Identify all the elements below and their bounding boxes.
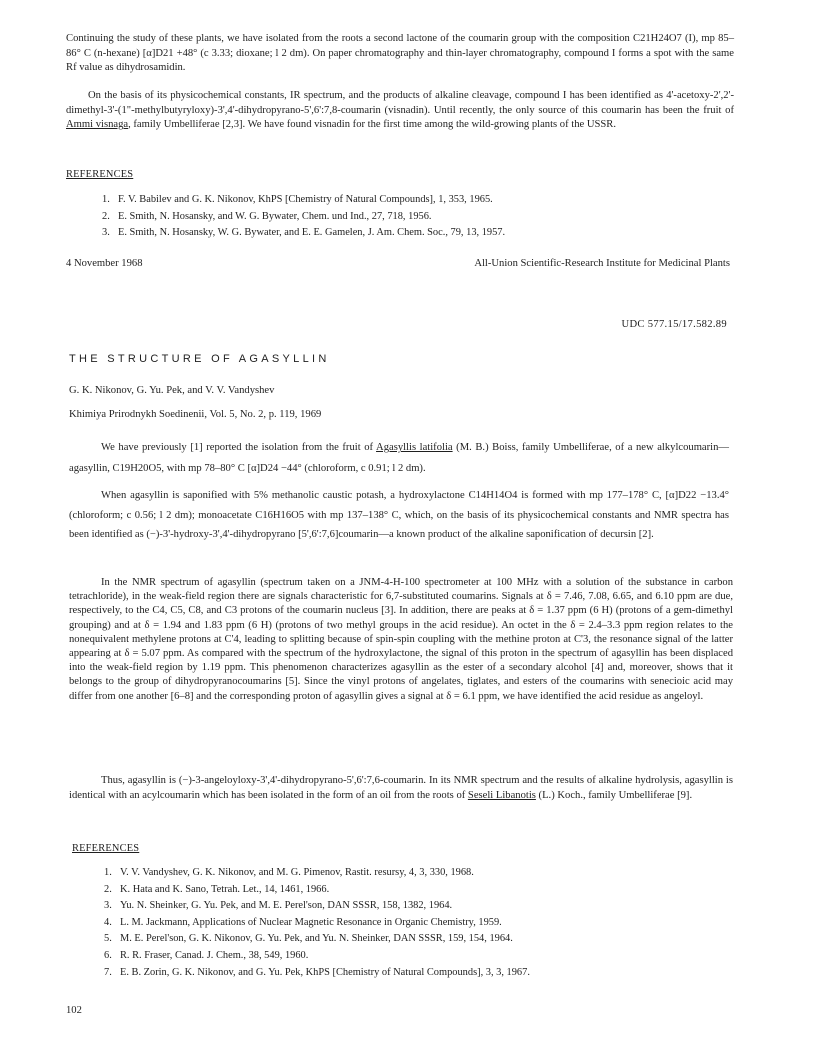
body-paragraph-2: When agasyllin is saponified with 5% methanolic caustic potash, a hydroxylactone C14H14O4 is formed with mp 177–178° C, [α]D22 −13.4° (chloroform; c 0.56; l 2 dm); monoacetate C16H16O5 with mp 137–138° C, which, on the basis of its physicochemical constants and NMR spectra has been identified as (−)-3'-hydroxy-3',4'-dihydropyrano [5',6':7,6]coumarin—a known product of the alkaline saponification of decursin [2].	[69, 490, 729, 540]
institute-affiliation: All-Union Scientific-Research Institute for Medicinal Plants	[474, 258, 730, 269]
reference-item: 2. K. Hata and K. Sano, Tetrah. Let., 14, 1461, 1966.	[104, 883, 330, 895]
plant-name-seseli-libanotis: Seseli Libanotis	[467, 790, 536, 801]
visnadin-text-a: On the basis of its physicochemical constants, IR spectrum, and the products of alkaline cleavage, compound I has been identified as 4'-acetoxy-2',2'-dimethyl-3'-(1"-methylbutyryloxy)-3',4'-dihydropyrano-5',6':7,8-coumarin (visnadin). Until recently, the only source of this coumarin has been the fruit of	[66, 90, 734, 116]
continuation-paragraph: Continuing the study of these plants, we have isolated from the roots a second lactone of the coumarin group with the composition C21H24O7 (I), mp 85–86° C (n-hexane) [α]D21 +48° (c 3.33; dioxane; l 2 dm). On paper chromatography and thin-layer chromatography, compound I forms a spot with the same Rf value as dihydrosamidin.	[66, 33, 734, 74]
body-paragraph-4: Thus, agasyllin is (−)-3-angeloyloxy-3',4'-dihydropyrano-5',6':7,6-coumarin. In its NMR spectrum and the results of alkaline hydrolysis, agasyllin is identical with an acylcoumarin which has been isolated in the form of an oil from the roots of Seseli Libanotis (L.) Koch., family Umbelliferae [9].	[69, 775, 733, 801]
reference-list-1	[102, 192, 505, 242]
reference-item: 2. E. Smith, N. Hosansky, and W. G. Bywater, Chem. und Ind., 27, 718, 1956.	[102, 210, 432, 222]
body-paragraph-3: In the NMR spectrum of agasyllin (spectrum taken on a JNM-4-H-100 spectrometer at 100 MHz with a solution of the substance in carbon tetrachloride), in the weak-field region there are signals characteristic for 6,7-substituted coumarins. Signals at δ = 7.46, 7.08, 6.65, and 6.10 ppm are due, respectively, to the C4, C5, C8, and C3 protons of the coumarin nucleus [3]. In addition, there are peaks at δ = 1.37 ppm (6 H) (protons of a gem-dimethyl grouping) and at δ = 1.94 and 1.83 ppm (6 H) (protons of two methyl groups in the acid residue). An octet in the δ = 2.4–3.3 ppm region relates to the nonequivalent methylene protons at C'4, leading to splitting because of spin-spin coupling with the methine proton at C'3, the resonance signal of the latter appearing at δ = 5.07 ppm. As compared with the spectrum of the hydroxylactone, the signal of this proton in the spectrum of agasyllin has been displaced into the weak-field region by 1.19 ppm. This phenomenon characterizes agasyllin as the ester of a secondary alcohol [4] and, moreover, shows that it belongs to the group of dihydropyranocoumarins [5]. Since the vinyl protons of angelates, tiglates, and esters of the coumarins with senecioic acid may differ from one another [6–8] and the corresponding proton of agasyllin gives a signal at δ = 6.1 ppm, we have identified the acid residue as angeloyl.	[69, 577, 733, 702]
visnadin-paragraph	[66, 89, 734, 133]
visnadin-text-b: , family Umbelliferae [2,3]. We have found visnadin for the first time among the wild-growing plants of the USSR.	[128, 119, 617, 131]
article-authors: G. K. Nikonov, G. Yu. Pek, and V. V. Vandyshev	[69, 385, 275, 396]
reference-item: 5. M. E. Perel'son, G. K. Nikonov, G. Yu. Pek, and Yu. N. Sheinker, DAN SSSR, 159, 154, 1964.	[104, 933, 513, 945]
body-paragraph-1: We have previously [1] reported the isolation from the fruit of Agasyllis latifolia (M. B.) Boiss, family Umbelliferae, of a new alkylcoumarin—agasyllin, C19H20O5, with mp 78–80° C [α]D24 −44° (chloroform, c 0.91; l 2 dm).	[69, 442, 729, 474]
page-number: 102	[66, 1005, 82, 1016]
reference-item: 1. F. V. Babilev and G. K. Nikonov, KhPS [Chemistry of Natural Compounds], 1, 353, 1965.	[102, 194, 493, 205]
plant-name-agasyllis-latifolia: Agasyllis latifolia	[376, 442, 453, 453]
reference-item: 7. E. B. Zorin, G. K. Nikonov, and G. Yu. Pek, KhPS [Chemistry of Natural Compounds], 3, 3, 1967.	[104, 966, 530, 978]
reference-list-2	[104, 865, 530, 981]
reference-item: 1. V. V. Vandyshev, G. K. Nikonov, and M. G. Pimenov, Rastit. resursy, 4, 3, 330, 1968.	[104, 867, 474, 878]
journal-citation: Khimiya Prirodnykh Soedinenii, Vol. 5, No. 2, p. 119, 1969	[69, 409, 322, 420]
reference-item: 6. R. R. Fraser, Canad. J. Chem., 38, 549, 1960.	[104, 949, 309, 961]
reference-item: 3. Yu. N. Sheinker, G. Yu. Pek, and M. E. Perel'son, DAN SSSR, 158, 1382, 1964.	[104, 900, 453, 912]
references-heading-2: REFERENCES	[72, 843, 140, 854]
udc-code: UDC 577.15/17.582.89	[621, 319, 727, 330]
reference-item: 3. E. Smith, N. Hosansky, W. G. Bywater, and E. E. Gamelen, J. Am. Chem. Soc., 79, 13, 1957.	[102, 227, 506, 239]
reference-item: 4. L. M. Jackmann, Applications of Nuclear Magnetic Resonance in Organic Chemistry, 1959.	[104, 916, 502, 928]
references-heading-1: REFERENCES	[66, 169, 134, 180]
plant-name-ammi-visnaga: Ammi visnaga	[66, 119, 129, 131]
received-date: 4 November 1968	[66, 258, 143, 269]
article-title: THE STRUCTURE OF AGASYLLIN	[69, 353, 330, 365]
